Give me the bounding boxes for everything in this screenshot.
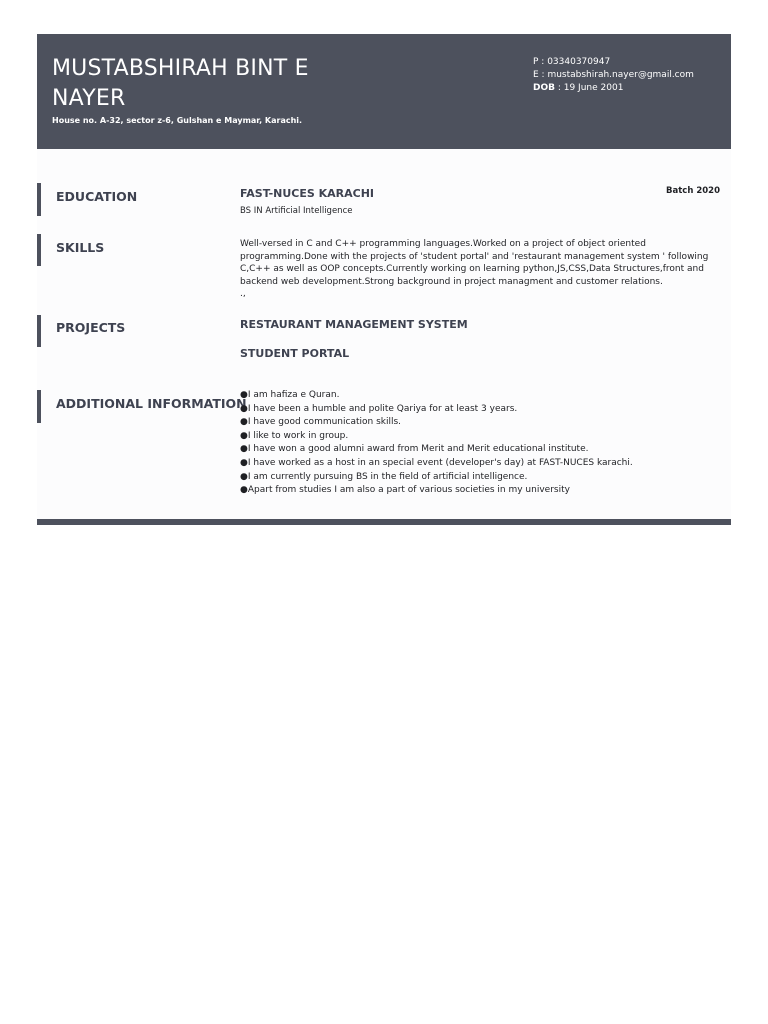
education-heading: EDUCATION <box>56 189 138 204</box>
resume-page <box>37 34 731 525</box>
dob-value: : 19 June 2001 <box>554 83 624 93</box>
education-degree: BS IN Artificial Intelligence <box>240 205 353 216</box>
dob-line <box>533 82 694 95</box>
additional-list-item: ●I have good communication skills. <box>240 417 402 428</box>
education-content <box>240 188 720 217</box>
resume-header <box>37 34 731 149</box>
additional-list-item: ●I am hafiza e Quran. <box>240 390 340 400</box>
additional-list-item: ●I have won a good alumni award from Merit and Merit educational institute. <box>240 444 589 455</box>
additional-list-item: ●I like to work in group. <box>240 430 349 441</box>
projects-heading: PROJECTS <box>56 320 126 335</box>
candidate-address: House no. A-32, sector z-6, Gulshan e Maymar, Karachi. <box>52 116 303 125</box>
skills-section-bar <box>37 234 41 266</box>
additional-list-item: ●I have been a humble and polite Qariya for at least 3 years. <box>240 403 518 414</box>
email-address: mustabshirah.nayer@gmail.com <box>547 70 694 80</box>
project-item: STUDENT PORTAL <box>240 346 350 360</box>
phone-number: 03340370947 <box>547 57 611 67</box>
email-line <box>533 69 694 82</box>
phone-label: P : <box>533 57 548 67</box>
additional-list-item: ●I am currently pursuing BS in the field of artificial intelligence. <box>240 471 528 482</box>
dob-label: DOB <box>533 83 555 93</box>
skills-trailing: ., <box>240 289 246 299</box>
additional-list-item: ●Apart from studies I am also a part of various societies in my university <box>240 485 570 496</box>
additional-list-item: ●I have worked as a host in an special event (developer's day) at FAST-NUCES karachi. <box>240 457 633 468</box>
contact-info <box>533 56 694 95</box>
projects-content <box>240 319 720 360</box>
skills-text: Well-versed in C and C++ programming languages.Worked on a project of object oriented programming.Done with the projects of 'student portal' and 'restaurant management system ' following C,C++ as well as OOP concepts.Currently working on learning python,JS,CSS,Data Structures,front and backend web development.Strong background in project managment and customer relations. <box>240 239 709 287</box>
skills-heading: SKILLS <box>56 240 105 255</box>
skills-content <box>240 238 720 301</box>
candidate-name: MUSTABSHIRAH BINT E NAYER <box>52 56 309 111</box>
project-item: RESTAURANT MANAGEMENT SYSTEM <box>240 318 468 331</box>
additional-heading: ADDITIONAL INFORMATION <box>56 396 247 411</box>
education-section-bar <box>37 183 41 216</box>
additional-section-bar <box>37 390 41 423</box>
email-label: E : <box>533 70 548 80</box>
education-institute: FAST-NUCES KARACHI <box>240 187 375 200</box>
education-batch: Batch 2020 <box>666 186 720 196</box>
phone-line <box>533 56 694 69</box>
projects-section-bar <box>37 315 41 347</box>
footer-bar <box>37 519 731 525</box>
additional-content <box>240 389 720 498</box>
